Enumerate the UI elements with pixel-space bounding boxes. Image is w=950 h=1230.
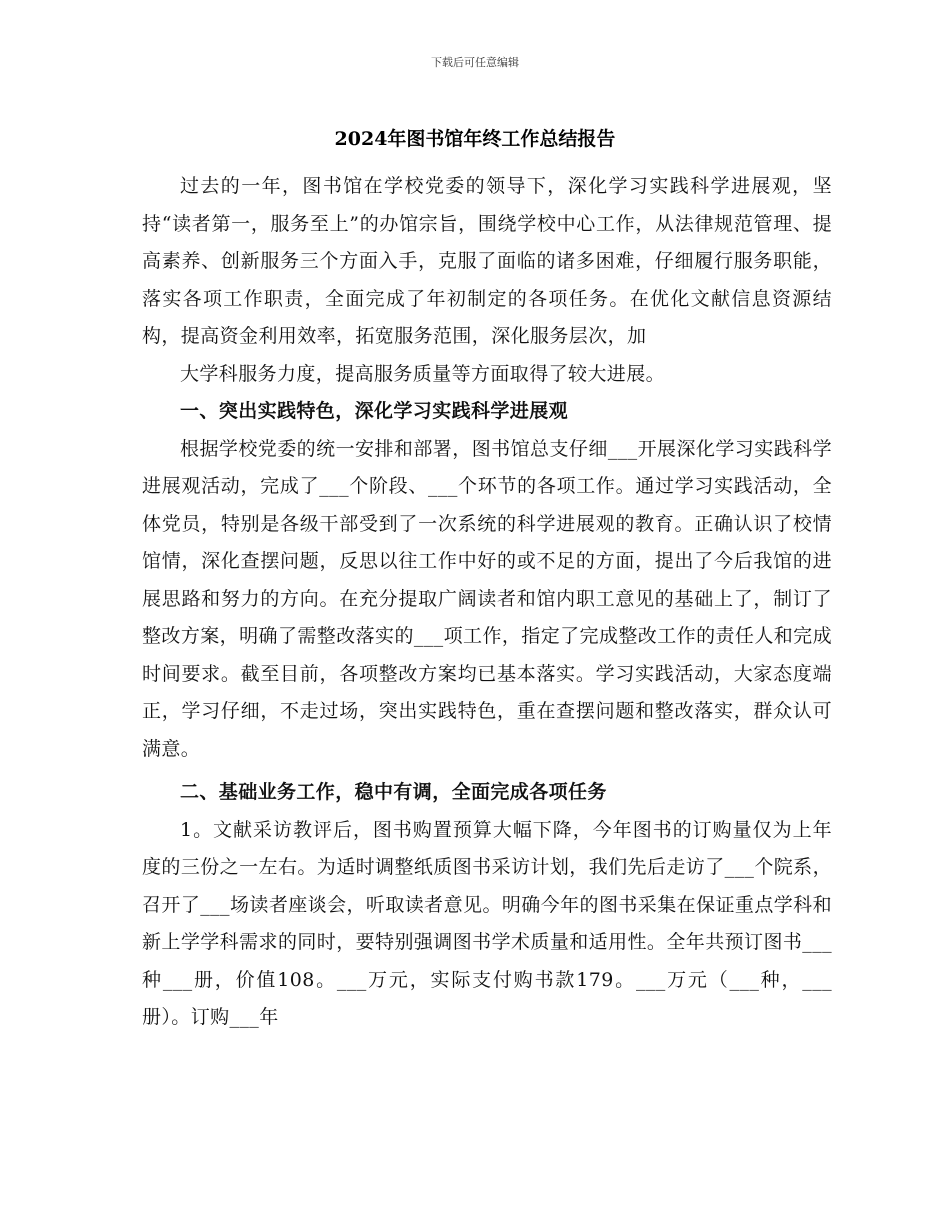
paragraph-intro-continued: 大学科服务力度，提高服务质量等方面取得了较大进展。 <box>180 362 666 385</box>
paragraph-intro: 过去的一年，图书馆在学校党委的领导下，深化学习实践科学进展观，坚持“读者第一，服务至上”的办馆宗旨，围绕学校中心工作，从法律规范管理、提高素养、创新服务三个方面入手，克服了面临的诸多困难，仔细履行服务职能，落实各项工作职责，全面完成了年初制定的各项任务。在优化文献信息资源结构，提高资金利用效率，拓宽服务范围，深化服务层次，加 <box>142 175 832 347</box>
document-body <box>142 168 832 1037</box>
section-heading-1: 一、突出实践特色，深化学习实践科学进展观 <box>180 400 569 422</box>
paragraph-section-2-item-1: 1。文献采访教评后，图书购置预算大幅下降，今年图书的订购量仅为上年度的三份之一左右。为适时调整纸质图书采访计划，我们先后走访了___个院系，召开了___场读者座谈会，听取读者意见。明确今年的图书采集在保证重点学科和新上学学科需求的同时，要特别强调图书学术质量和适用性。全年共预订图书___种___册，价值108。___万元，实际支付购书款179。___万元（___种，___册）。订购___年 <box>142 818 832 1028</box>
section-heading-2: 二、基础业务工作，稳中有调，全面完成各项任务 <box>180 781 607 803</box>
document-title: 2024年图书馆年终工作总结报告 <box>334 128 616 150</box>
paragraph-section-1: 根据学校党委的统一安排和部署，图书馆总支仔细___开展深化学习实践科学进展观活动，完成了___个阶段、___个环节的各项工作。通过学习实践活动，全体党员，特别是各级干部受到了一次系统的科学进展观的教育。正确认识了校情馆情，深化查摆问题，反思以往工作中好的或不足的方面，提出了今后我馆的进展思路和努力的方向。在充分提取广阔读者和馆内职工意见的基础上了，制订了整改方案，明确了需整改落实的___项工作，指定了完成整改工作的责任人和完成时间要求。截至目前，各项整改方案均已基本落实。学习实践活动，大家态度端正，学习仔细，不走过场，突出实践特色，重在查摆问题和整改落实，群众认可满意。 <box>142 437 832 760</box>
header-note: 下载后可任意编辑 <box>431 56 519 69</box>
